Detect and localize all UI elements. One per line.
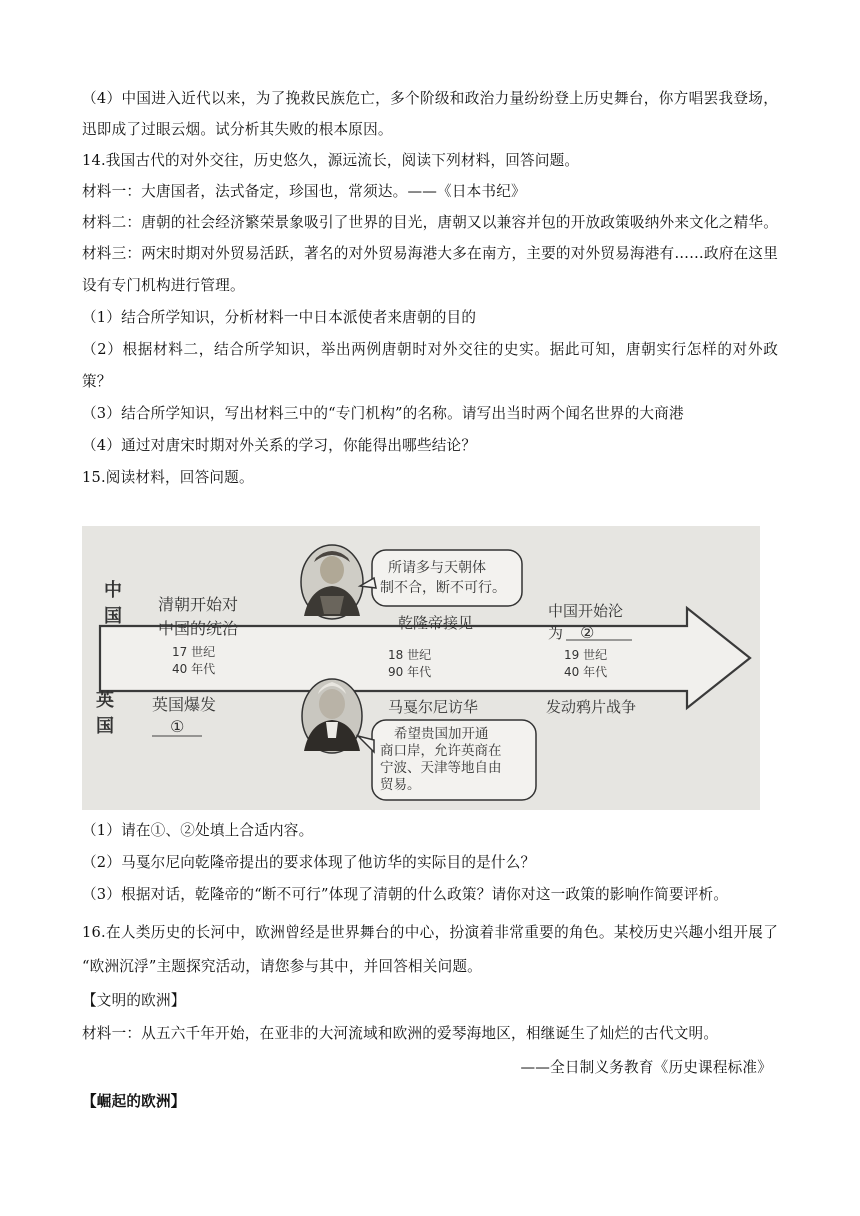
q14-material3-line2: 设有专门机构进行管理。 <box>82 277 245 294</box>
china-label-2: 国 <box>104 606 122 627</box>
q15-part3: （3）根据对话，乾隆帝的“断不可行”体现了清朝的什么政策？请你对这一政策的影响作简要评析。 <box>82 886 729 903</box>
cn-event3-line1: 中国开始沦 <box>548 602 624 620</box>
uk-event1: 英国爆发 <box>152 695 217 714</box>
time2-line1: 18 世纪 <box>388 648 432 662</box>
q14-part4: （4）通过对唐宋时期对外关系的学习，你能得出哪些结论？ <box>82 437 477 454</box>
uk-event3: 发动鸦片战争 <box>546 698 637 716</box>
q14-material2: 材料二：唐朝的社会经济繁荣景象吸引了世界的目光，唐朝又以兼容并包的开放政策吸纳外来文化之精华。 <box>82 214 778 231</box>
q16-stem-line2: “欧洲沉浮”主题探究活动，请您参与其中，并回答相关问题。 <box>82 958 482 975</box>
time3-line1: 19 世纪 <box>564 648 608 662</box>
cn-event1-line1: 清朝开始对 <box>158 595 239 614</box>
q16-material1-source: ——全日制义务教育《历史课程标准》 <box>520 1059 772 1076</box>
qianlong-speech-bubble <box>360 550 522 606</box>
time2-line2: 90 年代 <box>388 665 432 679</box>
time1-line1: 17 世纪 <box>172 645 216 659</box>
uk-label-1: 英 <box>96 690 114 711</box>
q14-material3-line1: 材料三：两宋时期对外贸易活跃，著名的对外贸易海港大多在南方，主要的对外贸易海港有……政府在这里 <box>82 245 778 262</box>
q14-part2-line2: 策？ <box>82 373 112 390</box>
china-label-1: 中 <box>104 580 122 601</box>
time1-line2: 40 年代 <box>172 662 216 676</box>
q15-stem: 15.阅读材料，回答问题。 <box>82 469 254 486</box>
q13-part4-line2: 迅即成了过眼云烟。试分析其失败的根本原因。 <box>82 121 393 138</box>
q14-part3: （3）结合所学知识，写出材料三中的“专门机构”的名称。请写出当时两个闻名世界的大商港 <box>82 405 684 422</box>
q15-part1: （1）请在①、②处填上合适内容。 <box>82 822 314 839</box>
section-rising-europe: 【崛起的欧洲】 <box>82 1093 186 1110</box>
qianlong-quote-line2: 制不合，断不可行。 <box>380 580 506 596</box>
timeline-figure <box>82 526 760 810</box>
q14-stem: 14.我国古代的对外交往，历史悠久，源远流长，阅读下列材料，回答问题。 <box>82 152 580 169</box>
uk-event2: 马戛尔尼访华 <box>388 698 479 716</box>
q14-material1: 材料一：大唐国者，法式备定，珍国也，常须达。——《日本书纪》 <box>82 183 526 200</box>
macartney-quote-line2: 商口岸，允许英商在 <box>380 743 502 759</box>
uk-label-2: 国 <box>96 716 114 737</box>
cn-event3-line2: 为 <box>548 624 564 642</box>
macartney-portrait <box>302 679 362 753</box>
blank-2: ② <box>580 623 595 642</box>
q13-part4-line1: （4）中国进入近代以来，为了挽救民族危亡，多个阶级和政治力量纷纷登上历史舞台，你方唱罢我登场， <box>82 90 778 107</box>
macartney-quote-line4: 贸易。 <box>380 777 421 793</box>
macartney-quote-line1: 希望贵国加开通 <box>394 726 489 742</box>
qianlong-portrait <box>301 545 363 619</box>
q14-part1: （1）结合所学知识，分析材料一中日本派使者来唐朝的目的 <box>82 309 477 326</box>
cn-event2: 乾隆帝接见 <box>398 614 474 632</box>
q14-part2-line1: （2）根据材料二，结合所学知识，举出两例唐朝时对外交往的史实。据此可知，唐朝实行怎样的对外政 <box>82 341 778 358</box>
q15-part2: （2）马戛尔尼向乾隆帝提出的要求体现了他访华的实际目的是什么？ <box>82 854 536 871</box>
macartney-speech-bubble <box>358 720 536 800</box>
section-civilized-europe: 【文明的欧洲】 <box>82 992 186 1009</box>
time3-line2: 40 年代 <box>564 665 608 679</box>
qianlong-quote-line1: 所请多与天朝体 <box>388 560 486 576</box>
q16-stem-line1: 16.在人类历史的长河中，欧洲曾经是世界舞台的中心，扮演着非常重要的角色。某校历史兴趣小组开展了 <box>82 924 778 941</box>
blank-1: ① <box>170 717 185 736</box>
cn-event1-line2: 中国的统治 <box>158 619 239 638</box>
q16-material1: 材料一：从五六千年开始，在亚非的大河流域和欧洲的爱琴海地区，相继诞生了灿烂的古代文明。 <box>82 1025 719 1042</box>
macartney-quote-line3: 宁波、天津等地自由 <box>380 760 502 776</box>
